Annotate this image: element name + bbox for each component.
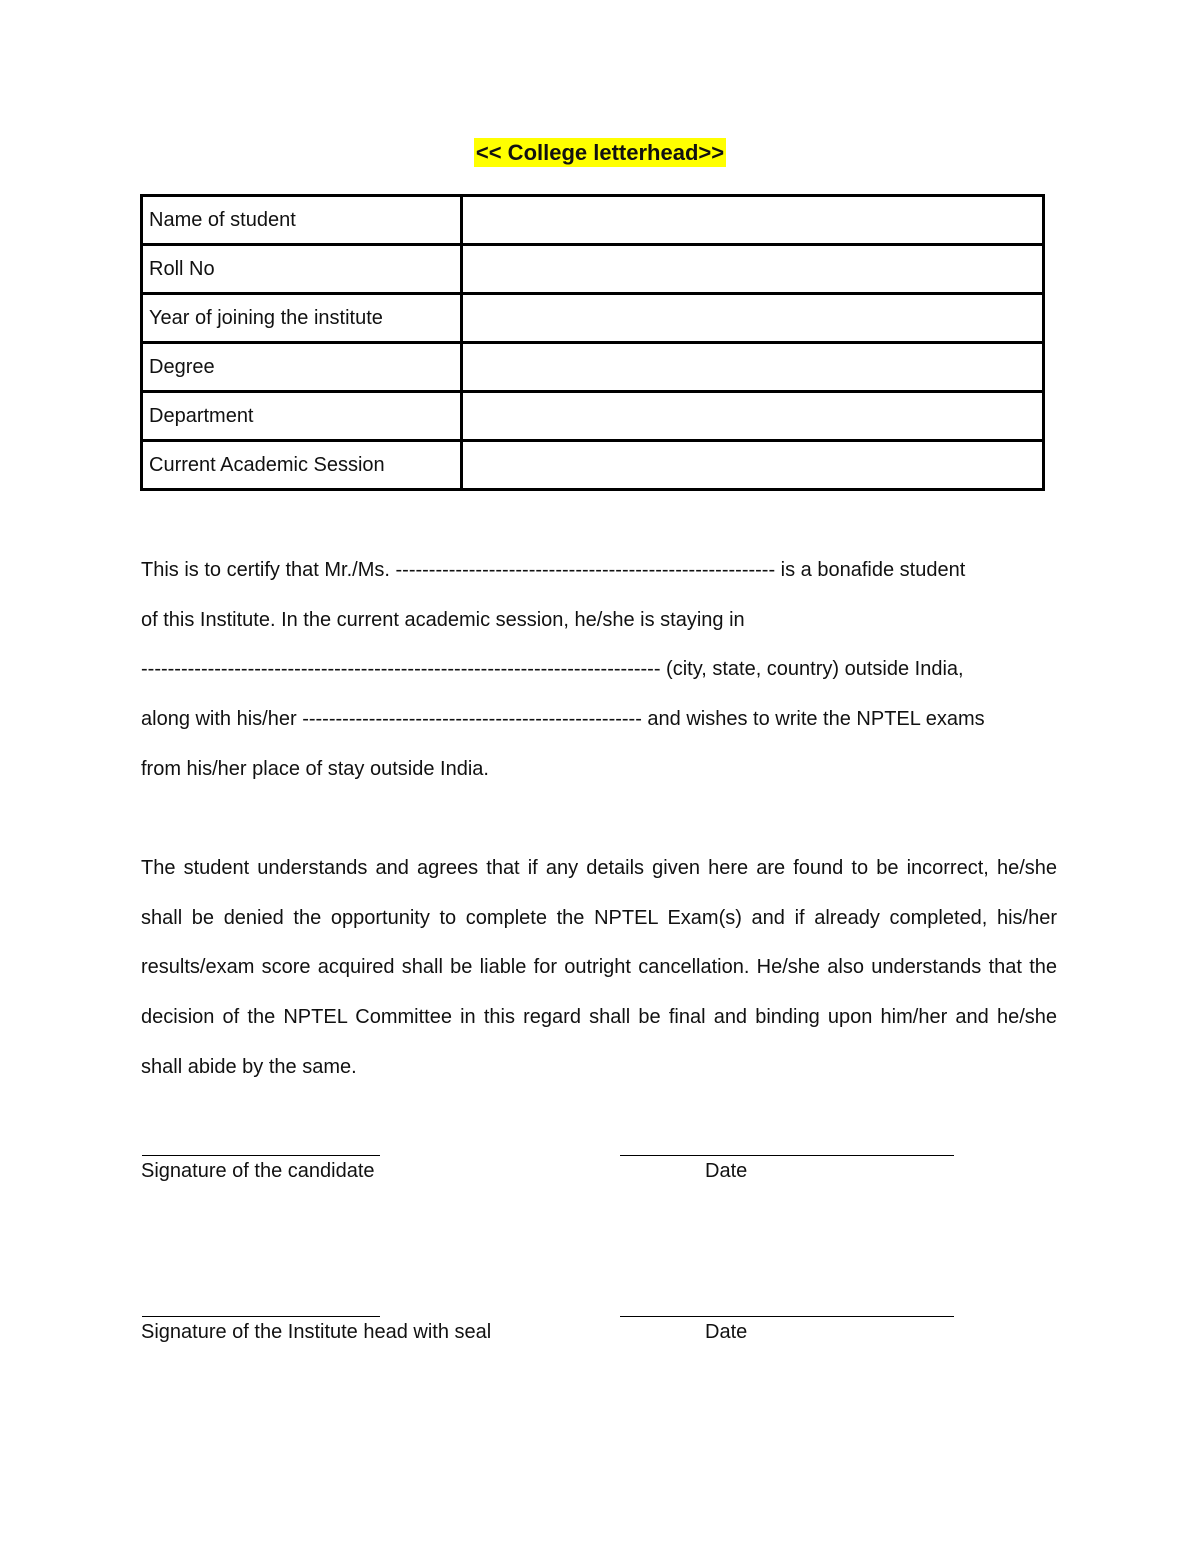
letterhead-text: << College letterhead>> — [475, 140, 725, 165]
head-signature-line — [142, 1316, 380, 1317]
agreement-paragraph: The student understands and agrees that if any details given here are found to be incorrect, he/she shall be denied the opportunity to complete the NPTEL Exam(s) and if already completed, his/her results/exam score acquired shall be liable for outright cancellation. He/she also understands that the decision of the NPTEL Committee in this regard shall be final and binding upon him/her and he/she shall abide by the same. — [141, 857, 1057, 1078]
row-label-roll-no: Roll No — [142, 245, 462, 294]
table-row — [142, 294, 1044, 343]
certification-line: from his/her place of stay outside India. — [141, 757, 489, 780]
row-value-department[interactable] — [462, 392, 1044, 441]
table-row — [142, 343, 1044, 392]
row-value-roll-no[interactable] — [462, 245, 1044, 294]
certification-line: along with his/her --------------------------------------------------- and wishes to write the NPTEL exams — [141, 708, 985, 731]
candidate-date-label: Date — [705, 1160, 748, 1182]
certification-paragraph — [141, 546, 1057, 795]
row-label-department: Department — [142, 392, 462, 441]
student-info-table — [140, 194, 1045, 491]
row-label-degree: Degree — [142, 343, 462, 392]
head-signature-label: Signature of the Institute head with seal — [141, 1321, 492, 1343]
table-row — [142, 392, 1044, 441]
certification-line: of this Institute. In the current academic session, he/she is staying in — [141, 608, 745, 631]
candidate-signature-label: Signature of the candidate — [141, 1160, 375, 1182]
head-date-line — [620, 1316, 954, 1317]
table-row — [142, 441, 1044, 490]
table-row — [142, 245, 1044, 294]
row-label-name: Name of student — [142, 196, 462, 245]
row-label-year-of-joining: Year of joining the institute — [142, 294, 462, 343]
candidate-signature-line — [142, 1155, 380, 1156]
row-value-degree[interactable] — [462, 343, 1044, 392]
candidate-date-line — [620, 1155, 954, 1156]
table-row — [142, 196, 1044, 245]
row-label-academic-session: Current Academic Session — [142, 441, 462, 490]
row-value-year-of-joining[interactable] — [462, 294, 1044, 343]
certification-line: This is to certify that Mr./Ms. --------------------------------------------------------- is a bonafide student — [141, 559, 966, 581]
row-value-name[interactable] — [462, 196, 1044, 245]
letterhead-placeholder — [0, 140, 1200, 166]
certification-line: ------------------------------------------------------------------------------ (city, state, country) outside India, — [141, 658, 964, 681]
row-value-academic-session[interactable] — [462, 441, 1044, 490]
head-date-label: Date — [705, 1321, 748, 1343]
